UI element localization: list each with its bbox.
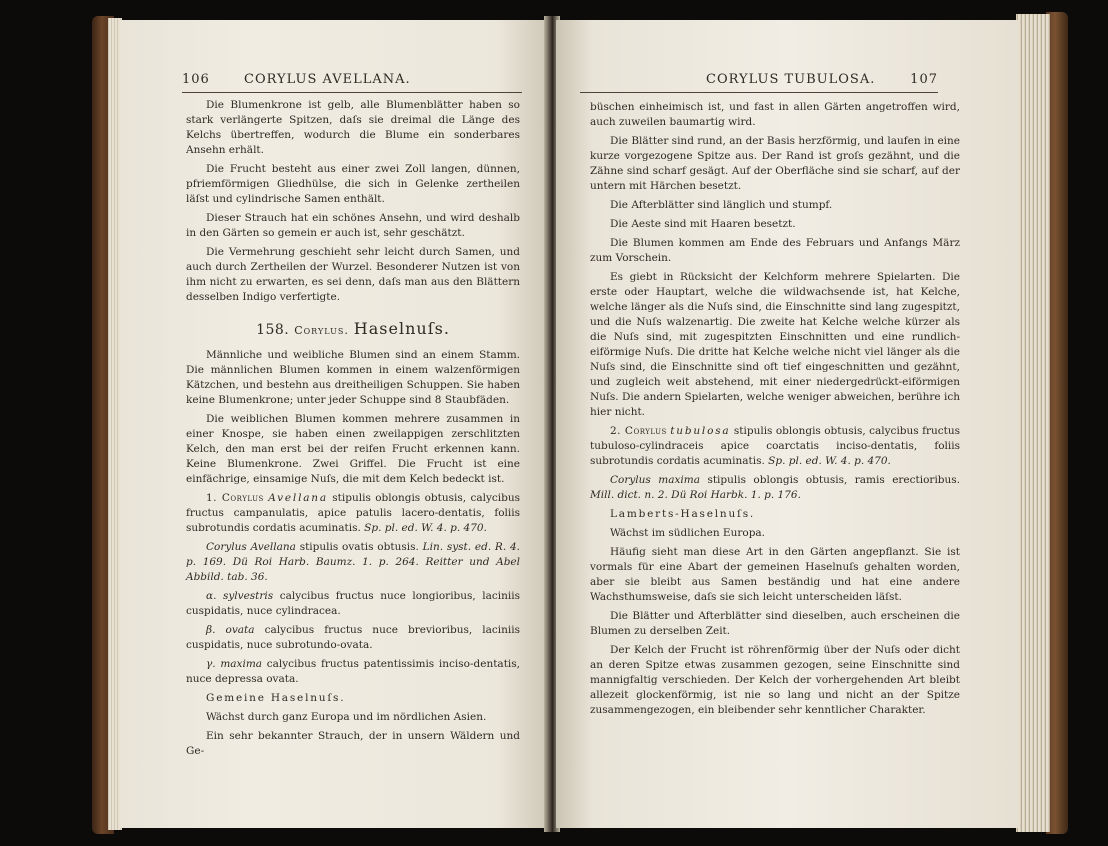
paragraph: Die Blätter sind rund, an der Basis herzförmig, und laufen in eine kurze vorgezogene Spitze aus. Der Rand ist groſs gezähnt, und die Zähne sind scharf gesägt. Auf der Oberfläche sind sie scharf, auf der untern mit Härchen besetzt.	[590, 135, 960, 192]
variety-text: calycibus fructus nuce brevioribus, laciniis cuspidatis, nuce subrotundo-ovata.	[186, 624, 521, 651]
species-label: 1. Corylus	[206, 492, 264, 504]
paragraph: Die Aeste sind mit Haaren besetzt.	[610, 218, 796, 230]
paragraph: Die Vermehrung geschieht sehr leicht durch Samen, und auch durch Zertheilen der Wurzel. Besonderer Nutzen ist von ihm nicht zu erwarten, es sei denn, daſs man aus den Blättern desselben Indigo verfertigte.	[186, 246, 520, 303]
paragraph: Es giebt in Rücksicht der Kelchform mehrere Spielarten. Die erste oder Hauptart, welche die wildwachsende ist, hat Kelche, welche länger als die Nuſs sind, die Einschnitte sind lang zugespitzt, und die Nuſs walzenartig. Die zweite hat Kelche welche kürzer als die Nuſs sind, mit zugespitzten Einschnitten und eine rundlich-eiförmige Nuſs. Die dritte hat Kelche welche nicht viel länger als die Nuſs sind, die Einschnitte sind oft tief eingeschnitten und gezähnt, und zugleich weit abstehend, mit einer niedergedrückt-eiförmigen Nuſs. Die andern Spielarten, welche weniger abweichen, berühre ich hier nicht.	[590, 271, 960, 418]
paragraph: Ein sehr bekannter Strauch, der in unsern Wäldern und Ge-	[186, 730, 520, 757]
section-number: 158.	[256, 322, 290, 338]
paragraph: Häufig sieht man diese Art in den Gärten angepflanzt. Sie ist vormals für eine Abart der gemeinen Haselnuſs gehalten worden, aber sie bleibt aus Samen beständig und hat eine andere Wachsthumsweise, daſs sie sich leicht unterscheiden läſst.	[590, 546, 960, 603]
paragraph: Die Frucht besteht aus einer zwei Zoll langen, dünnen, pfriemförmigen Gliedhülse, die sich in Gelenke zertheilen läſst und cylindrische Samen enthält.	[186, 163, 520, 205]
section-common-name: Haselnuſs.	[353, 319, 450, 338]
species-diagnosis: stipulis oblongis obtusis, calycibus fructus campanulatis, apice patulis lacero-dentatis, foliis subrotundis cordatis acuminatis.	[186, 492, 520, 534]
common-name: Lamberts-Haselnuſs.	[610, 508, 756, 520]
species-entry	[186, 491, 520, 536]
synonym-entry	[590, 473, 960, 503]
synonym-name: Corylus Avellana	[206, 541, 296, 553]
variety-text: calycibus fructus nuce longioribus, laciniis cuspidatis, nuce cylindracea.	[186, 590, 521, 617]
species-diagnosis: stipulis oblongis obtusis, calycibus fructus tubuloso-cylindraceis apice coarctatis inciso-dentatis, foliis subrotundis cordatis acuminatis.	[590, 425, 961, 467]
paragraph: Der Kelch der Frucht ist röhrenförmig über der Nuſs oder dicht an deren Spitze etwas zusammen gezogen, seine Einschnitte sind mannigfaltig verschieden. Der Kelch der vorhergehenden Art bleibt allezeit glockenförmig, ist nie so lang und nicht an der Spitze zusammengezogen, ein bleibender sehr kenntlicher Charakter.	[590, 644, 960, 716]
variety-name: sylvestris	[222, 590, 274, 602]
species-name: tubulosa	[670, 425, 731, 437]
paragraph: Dieser Strauch hat ein schönes Ansehn, und wird deshalb in den Gärten so gemein er auch ist, sehr geschätzt.	[186, 212, 520, 239]
synonym-references: Lin. syst. ed. R. 4. p. 169. Dü Roi Harb. Baumz. 1. p. 264. Reitter und Abel Abbild. tab. 36.	[186, 541, 520, 583]
variety-mark: γ.	[206, 658, 216, 670]
common-name: Gemeine Haselnuſs.	[206, 692, 346, 704]
species-reference: Sp. pl. ed. W. 4. p. 470.	[364, 522, 487, 534]
left-body-text	[186, 98, 520, 763]
page-edges-right	[1016, 14, 1050, 832]
species-label: 2. Corylus	[610, 425, 667, 437]
variety-mark: β.	[206, 624, 216, 636]
variety-name: ovata	[225, 624, 255, 636]
left-page-number: 106	[182, 72, 210, 87]
variety-text: calycibus fructus patentissimis inciso-dentatis, nuce depressa ovata.	[186, 658, 520, 685]
section-genus: Corylus.	[294, 324, 349, 337]
paragraph: Die Blätter und Afterblätter sind dieselben, auch erscheinen die Blumen zu derselben Zeit.	[590, 610, 960, 637]
synonym-text: stipulis oblongis obtusis, ramis erectioribus.	[707, 474, 961, 486]
left-running-head	[182, 70, 522, 93]
left-head-title: CORYLUS AVELLANA.	[244, 72, 411, 87]
right-page-number: 107	[910, 72, 938, 87]
paragraph: Die Blumen kommen am Ende des Februars und Anfangs März zum Vorschein.	[590, 237, 960, 264]
paragraph: Wächst im südlichen Europa.	[610, 527, 766, 539]
variety-entry	[186, 623, 520, 653]
paragraph: büschen einheimisch ist, und fast in allen Gärten angetroffen wird, auch zuweilen baumartig wird.	[590, 101, 960, 128]
paragraph: Die weiblichen Blumen kommen mehrere zusammen in einer Knospe, sie haben einen zweilappigen zerschlitzten Kelch, den man erst bei der reifen Frucht erkennen kann. Keine Blumenkrone. Zwei Griffel. Die Frucht ist eine einfächrige, einsamige Nuſs, die mit dem Kelch bedeckt ist.	[186, 413, 520, 485]
paragraph: Wächst durch ganz Europa und im nördlichen Asien.	[206, 711, 487, 723]
synonym-text: stipulis ovatis obtusis.	[299, 541, 419, 553]
species-entry	[590, 424, 960, 469]
right-body-text	[590, 100, 960, 722]
synonym-name: Corylus maxima	[610, 474, 700, 486]
synonym-entry	[186, 540, 520, 585]
left-page	[120, 20, 548, 828]
variety-entry	[186, 589, 520, 619]
variety-mark: α.	[206, 590, 217, 602]
variety-name: maxima	[220, 658, 263, 670]
variety-entry	[186, 657, 520, 687]
species-reference: Sp. pl. ed. W. 4. p. 470.	[768, 455, 891, 467]
paragraph: Männliche und weibliche Blumen sind an einem Stamm. Die männlichen Blumen kommen in einem walzenförmigen Kätzchen, und bestehn aus dreitheiligen Schuppen. Sie haben keine Blumenkrone; unter jeder Schuppe sind 8 Staubfäden.	[186, 349, 520, 406]
paragraph: Die Afterblätter sind länglich und stumpf.	[610, 199, 833, 211]
synonym-references: Mill. dict. n. 2. Dü Roi Harbk. 1. p. 176.	[590, 489, 801, 501]
right-running-head	[580, 70, 938, 93]
section-heading	[186, 321, 520, 338]
right-head-title: CORYLUS TUBULOSA.	[706, 72, 876, 87]
paragraph: Die Blumenkrone ist gelb, alle Blumenblätter haben so stark verlängerte Spitzen, daſs sie dreimal die Länge des Kelchs übertreffen, wodurch die Blume ein sonderbares Ansehn erhält.	[186, 99, 520, 156]
species-name: Avellana	[268, 492, 328, 504]
right-page	[556, 20, 1018, 828]
